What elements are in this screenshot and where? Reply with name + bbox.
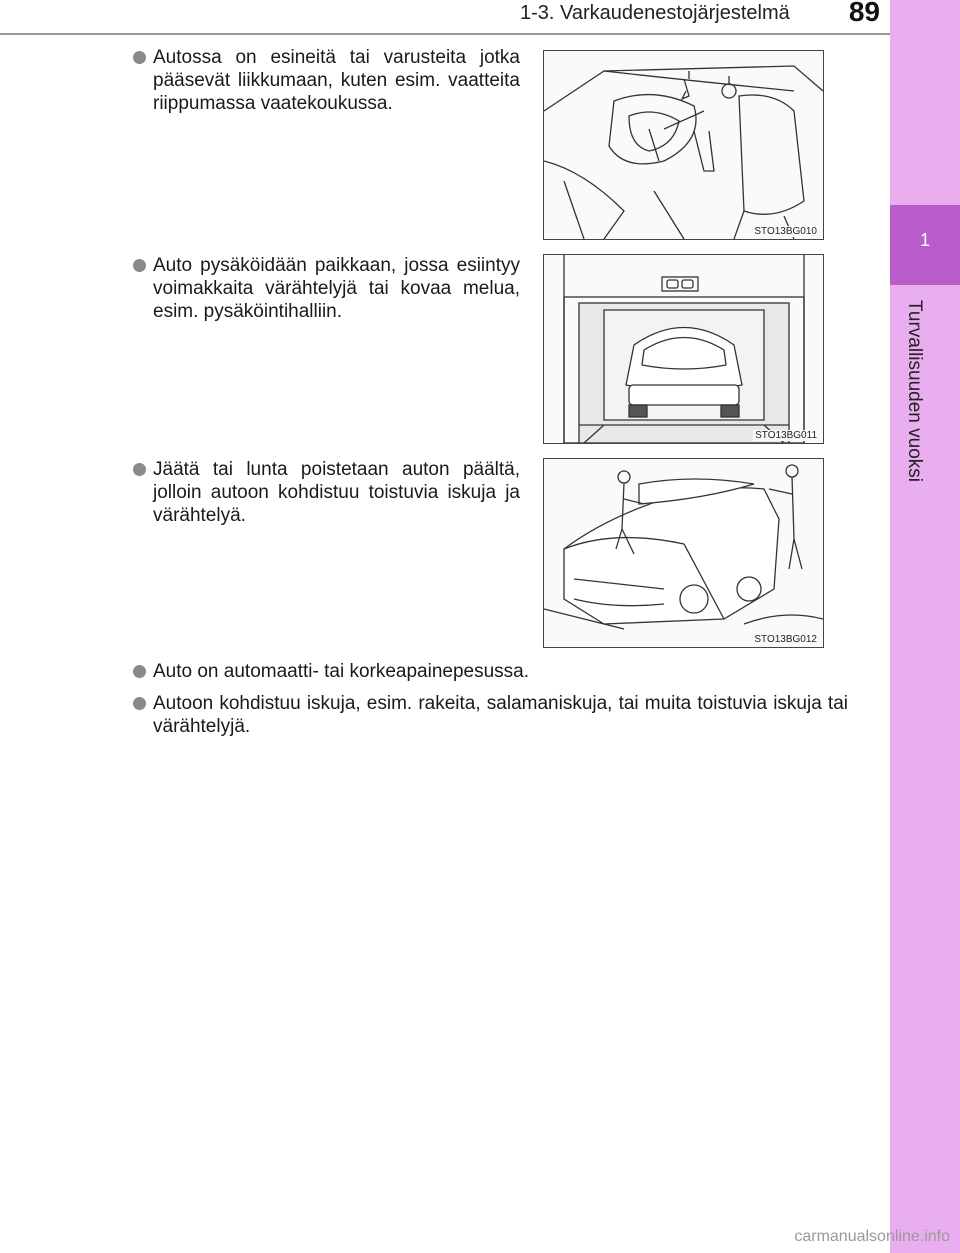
chapter-number: 1 (919, 230, 930, 250)
bullet-dot-icon (133, 665, 146, 678)
bullet-text: Auto on automaatti- tai korkeapainepesussa. (153, 661, 530, 682)
list-item (133, 46, 520, 115)
bullet-dot-icon (133, 697, 146, 710)
section-title: 1-3. Varkaudenestojärjestelmä (520, 2, 790, 24)
figure-code: STO13BG012 (754, 634, 817, 645)
bullet-text: Jäätä tai lunta poistetaan auton päältä, jolloin autoon kohdistuu toistuvia iskuja ja värähtelyä. (153, 459, 520, 526)
watermark: carmanualsonline.info (794, 1228, 950, 1245)
list-item (133, 254, 520, 323)
bullet-text: Autossa on esineitä tai varusteita jotka pääsevät liikkumaan, kuten esim. vaatteita riippumassa vaatekoukussa. (153, 47, 520, 114)
bullet-text: Autoon kohdistuu iskuja, esim. rakeita, salamaniskuja, tai muita toistuvia iskuja tai värähtelyjä. (153, 693, 848, 737)
snow-removal-illustration (544, 459, 823, 647)
bullet-dot-icon (133, 463, 146, 476)
chapter-side-tab (890, 0, 960, 1253)
figure-snow-removal-from-car (543, 458, 824, 648)
figure-car-interior-hanging-items (543, 50, 824, 240)
list-item (133, 458, 520, 527)
list-item (133, 692, 848, 738)
figure-car-in-parking-garage (543, 254, 824, 444)
bullet-dot-icon (133, 51, 146, 64)
car-interior-illustration (544, 51, 823, 239)
chapter-title: Turvallisuuden vuoksi (904, 300, 925, 482)
bullet-dot-icon (133, 259, 146, 272)
list-item (133, 660, 848, 683)
bullet-text: Auto pysäköidään paikkaan, jossa esiintyy voimakkaita värähtelyjä tai kovaa melua, esim. pysäköintihalliin. (153, 255, 520, 322)
header-divider (0, 33, 890, 35)
parking-garage-illustration (544, 255, 823, 443)
page-number: 89 (848, 0, 880, 27)
figure-code: STO13BG010 (754, 226, 817, 237)
figure-code: STO13BG011 (755, 430, 817, 441)
